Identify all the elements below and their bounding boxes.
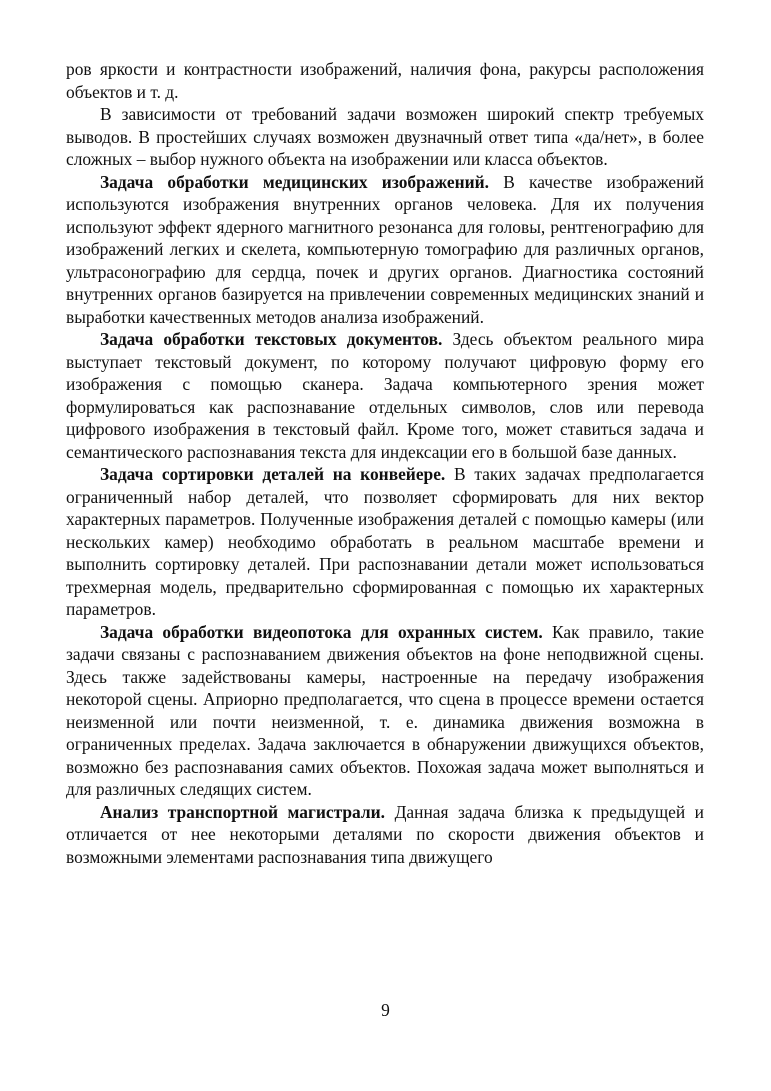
heading-video-security: Задача обработки видеопотока для охранных систем. <box>100 621 543 642</box>
paragraph-video-security <box>66 621 704 801</box>
paragraph-text-documents <box>66 328 704 463</box>
heading-transport-highway: Анализ транспортной магистрали. <box>100 801 386 822</box>
paragraph-1-text: ров яркости и контрастности изображений, наличия фона, ракурсы расположения объектов и т. д. <box>66 59 704 102</box>
paragraph-video-security-text: Как правило, такие задачи связаны с распознаванием движения объектов на фоне неподвижной сцены. Здесь также задействованы камеры, настроенные на передачу изображения некоторой сцены. Априорно предполагается, что сцена в процессе времени остается неизменной или почти неизменной, т. е. динамика движения возможна в ограниченных пределах. Задача заключается в обнаружении движущихся объектов, возможно без распознавания самих объектов. Похожая задача может выполняться и для различных следящих систем. <box>66 621 705 799</box>
paragraph-transport-highway-text: Данная задача близка к предыдущей и отличается от нее некоторыми деталями по скорости движения объектов и возможными элементами распознавания типа движущего <box>66 801 704 867</box>
heading-text-documents: Задача обработки текстовых документов. <box>100 329 443 349</box>
paragraph-medical-images <box>66 171 704 329</box>
page-number: 9 <box>381 1000 390 1020</box>
paragraph-text-documents-text: Здесь объектом реального мира выступает текстовый документ, по которому получают цифровую форму его изображения с помощью сканера. Задача компьютерного зрения может формулироваться как распознавание отдельных символов, слов или перевода цифрового изображения в текстовый файл. Кроме того, может ставиться задача и семантического распознавания текста для индексации его в большой базе данных. <box>66 329 704 462</box>
paragraph-1 <box>66 58 704 103</box>
heading-medical-images: Задача обработки медицинских изображений. <box>100 171 489 192</box>
paragraph-2 <box>66 103 704 171</box>
page-body <box>66 58 704 868</box>
paragraph-conveyor-sorting-text: В таких задачах предполагается ограниченный набор деталей, что позволяет сформировать для них вектор характерных параметров. Полученные изображения деталей с помощью камеры (или нескольких камер) необходимо обработать в реальном масштабе времени и выполнить сортировку деталей. При распознавании детали может использоваться трехмерная модель, предварительно сформированная с помощью их характерных параметров. <box>66 464 704 619</box>
heading-conveyor-sorting: Задача сортировки деталей на конвейере. <box>100 464 446 484</box>
paragraph-transport-highway <box>66 801 704 869</box>
paragraph-2-text: В зависимости от требований задачи возможен широкий спектр требуемых выводов. В простейших случаях возможен двузначный ответ типа «да/нет», в более сложных – выбор нужного объекта на изображении или класса объектов. <box>66 104 704 169</box>
paragraph-conveyor-sorting <box>66 463 704 621</box>
paragraph-medical-images-text: В качестве изображений используются изображения внутренних органов человека. Для их получения используют эффект ядерного магнитного резонанса для головы, рентгенографию для изображений легких и скелета, компьютерную томографию для различных органов, ультрасонографию для сердца, почек и других органов. Диагностика состояний внутренних органов базируется на привлечении современных медицинских знаний и выработки качественных методов анализа изображений. <box>66 171 704 327</box>
